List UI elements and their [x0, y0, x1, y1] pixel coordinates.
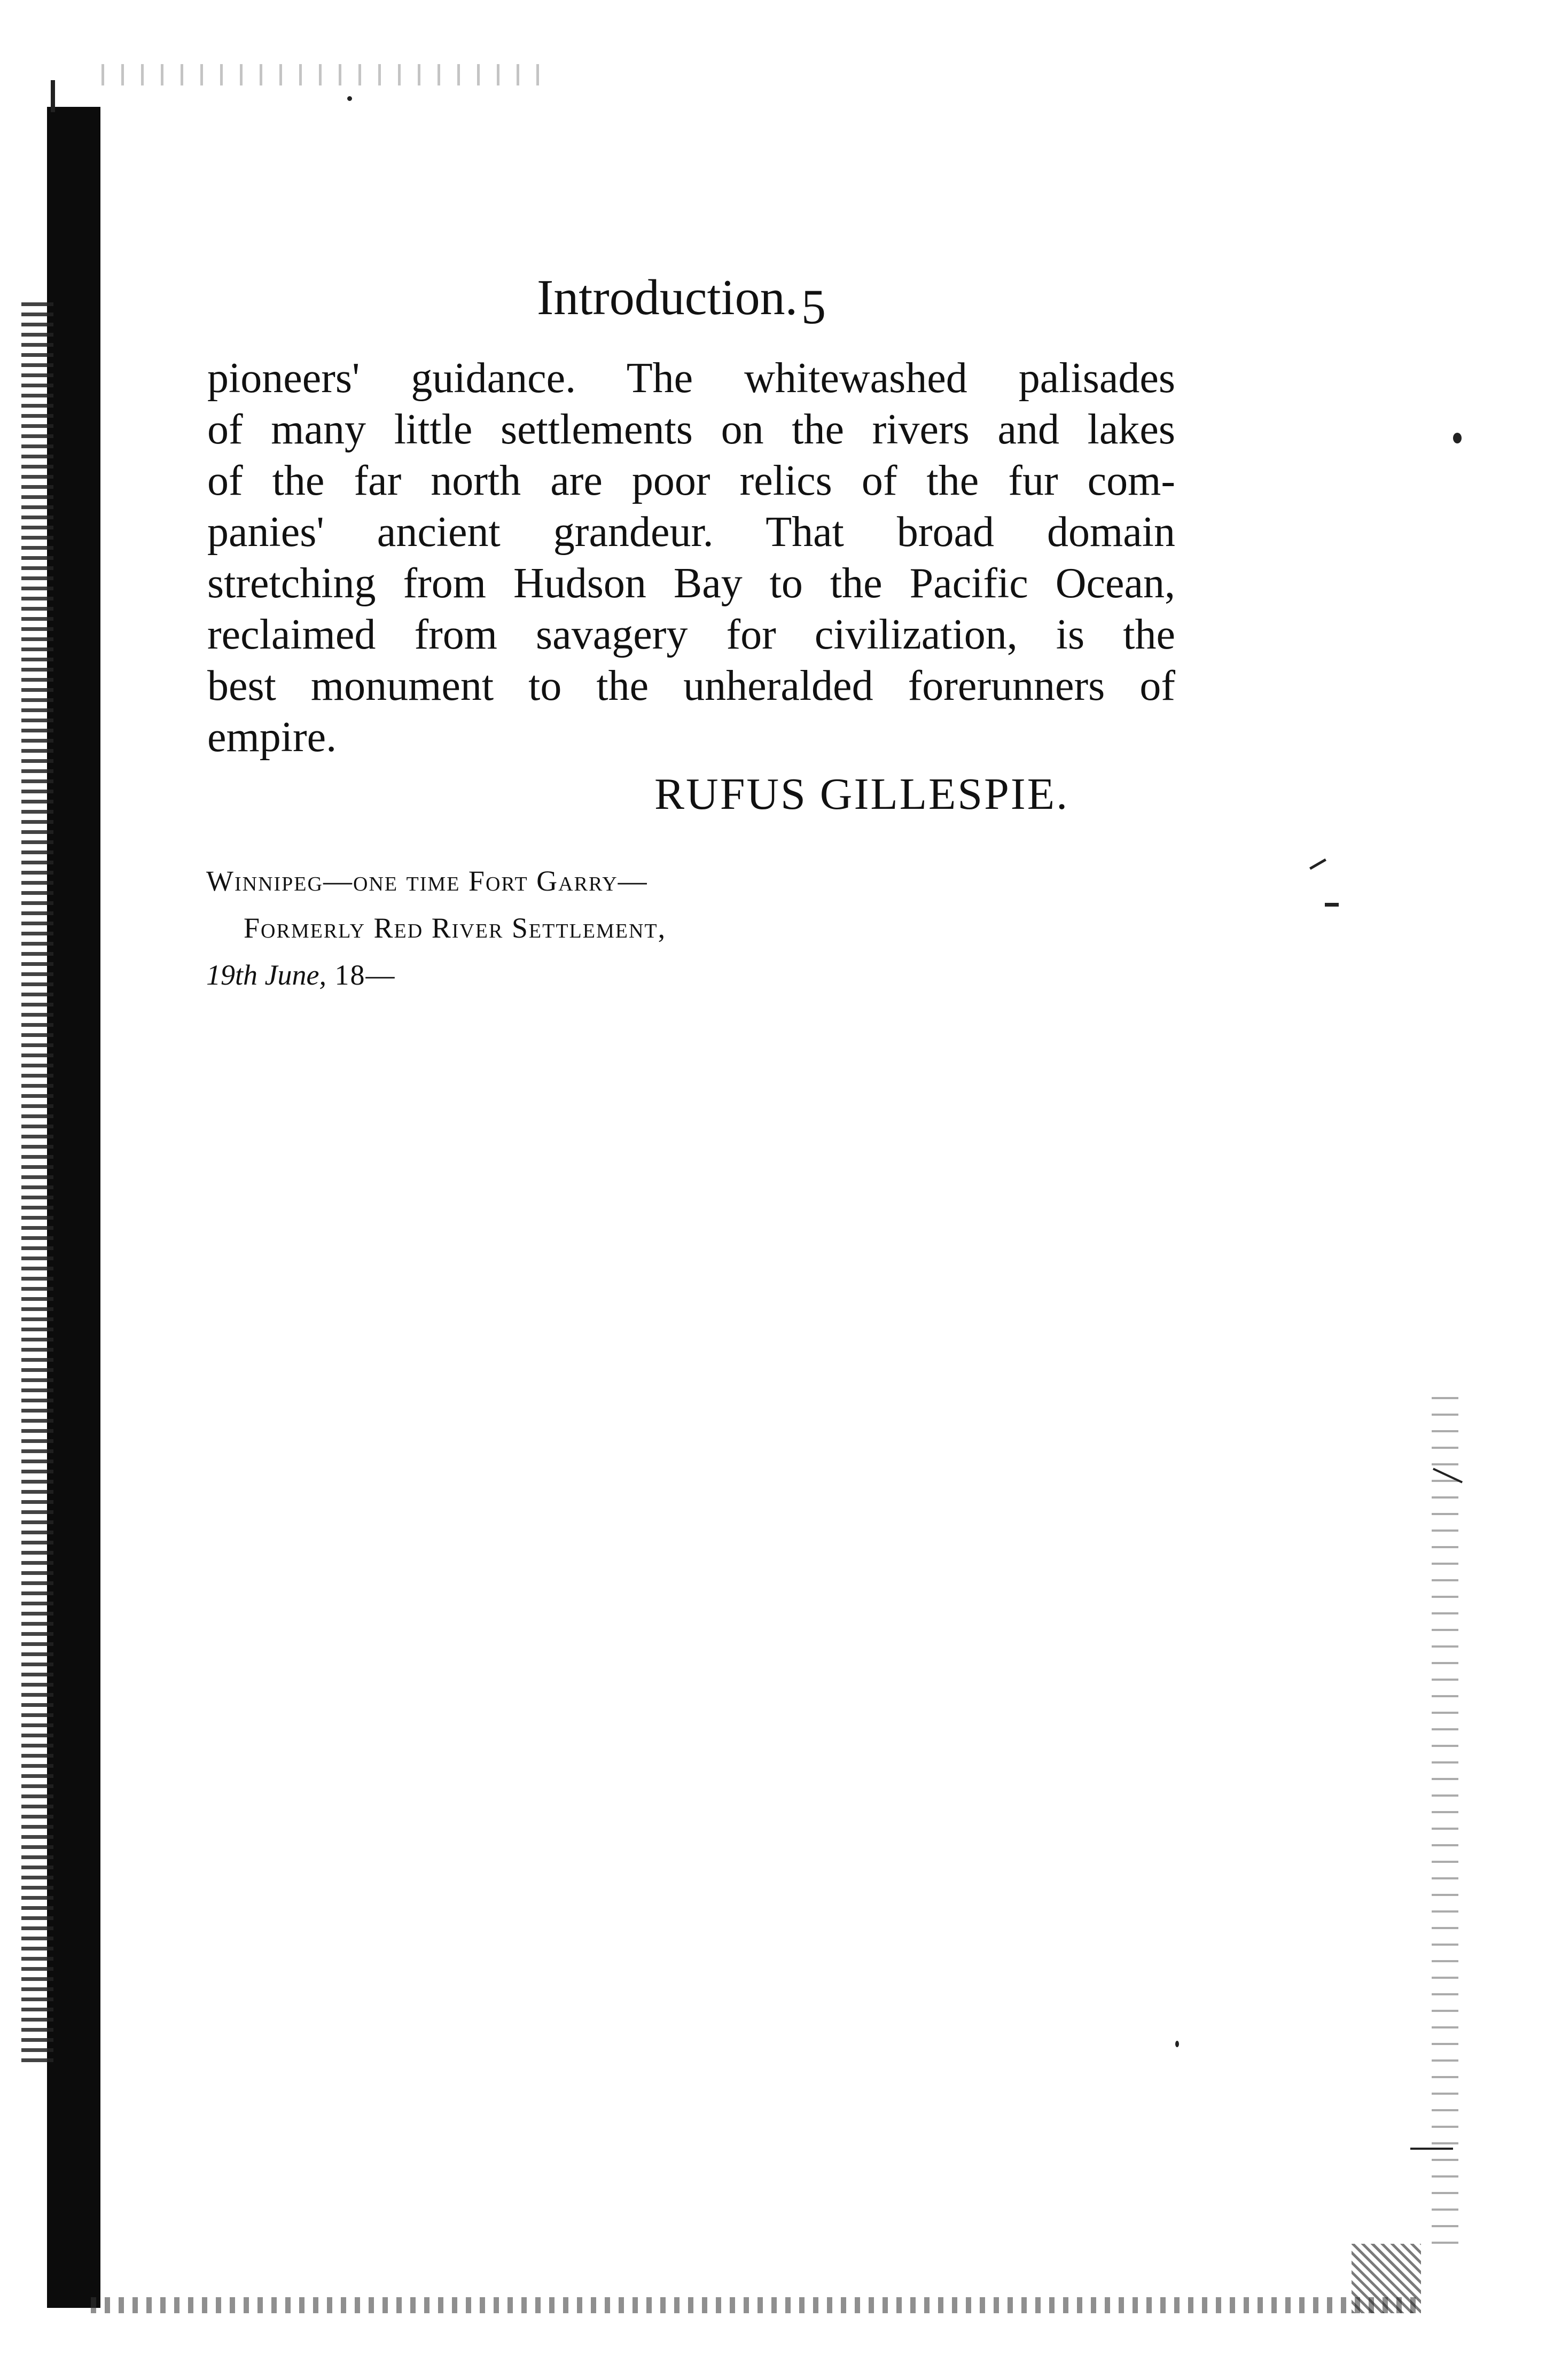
right-edge-noise	[1432, 1389, 1458, 2244]
dateline-date-day: 19th June,	[206, 959, 326, 991]
text-line: of the far north are poor relics of the fur com-	[207, 457, 1175, 504]
page-number: 5	[801, 279, 826, 334]
running-head: Introduction.	[537, 270, 798, 325]
dateline-place: Winnipeg—one time Fort Garry—	[206, 865, 648, 897]
dateline-date	[206, 951, 666, 998]
dateline	[206, 857, 666, 998]
text-line: reclaimed from savagery for civilization, is the	[207, 611, 1175, 658]
speck	[1410, 2148, 1453, 2150]
text-line: best monument to the unheralded forerunners of	[207, 662, 1175, 709]
text-line: panies' ancient grandeur. That broad domain	[207, 509, 1175, 556]
text-line: of many little settlements on the rivers and lakes	[207, 406, 1175, 453]
top-edge-specks	[101, 64, 556, 85]
speck	[1175, 2041, 1179, 2047]
speck	[1325, 903, 1339, 907]
speck	[347, 96, 352, 101]
text-line: stretching from Hudson Bay to the Pacific Ocean,	[207, 560, 1175, 607]
spine-top-mark	[51, 80, 55, 112]
bottom-corner-noise	[1352, 2244, 1421, 2313]
author-signature: RUFUS GILLESPIE.	[654, 769, 1069, 819]
dateline-date-year: 18—	[326, 959, 396, 991]
bottom-edge-noise	[91, 2297, 1416, 2313]
speck	[1453, 433, 1462, 443]
dateline-former-name: Formerly Red River Settlement,	[244, 912, 667, 944]
spine-edge-noise	[21, 299, 53, 2062]
text-line: empire.	[207, 714, 337, 761]
body-paragraph	[207, 353, 1175, 763]
speck	[1309, 859, 1326, 870]
scanned-spine-shadow	[47, 107, 100, 2308]
text-line: pioneers' guidance. The whitewashed palisades	[207, 355, 1175, 402]
